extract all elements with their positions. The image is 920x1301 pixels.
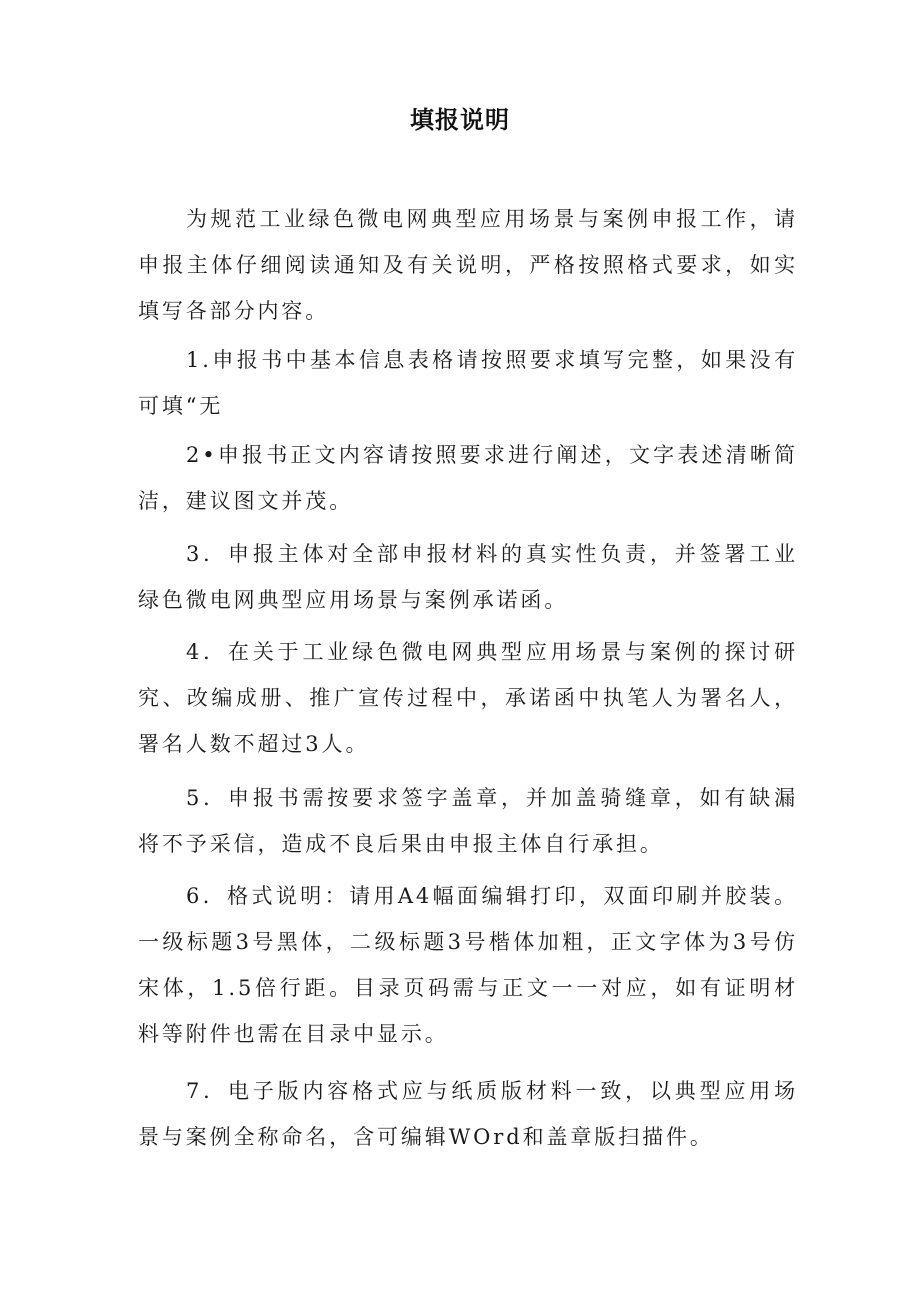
instruction-item-2: 2•申报书正文内容请按照要求进行阐述，文字表述清晰简洁，建议图文并茂。 xyxy=(138,443,798,513)
instruction-item-6: 6．格式说明：请用A4幅面编辑打印，双面印刷并胶装。一级标题3号黑体，二级标题3号楷体加粗，正文字体为3号仿宋体，1.5倍行距。目录页码需与正文一一对应，如有证明材料等附件也需在目录中显示。 xyxy=(138,884,798,1046)
intro-paragraph: 为规范工业绿色微电网典型应用场景与案例申报工作，请申报主体仔细阅读通知及有关说明，严格按照格式要求，如实填写各部分内容。 xyxy=(138,207,798,323)
instruction-item-4: 4．在关于工业绿色微电网典型应用场景与案例的探讨研究、改编成册、推广宣传过程中，承诺函中执笔人为署名人，署名人数不超过3人。 xyxy=(138,640,798,756)
page-title: 填报说明 xyxy=(410,106,510,134)
instruction-item-1: 1.申报书中基本信息表格请按照要求填写完整，如果没有可填“无 xyxy=(138,348,798,418)
instruction-item-5: 5．申报书需按要求签字盖章，并加盖骑缝章，如有缺漏将不予采信，造成不良后果由申报主体自行承担。 xyxy=(138,786,798,856)
instruction-item-7: 7．电子版内容格式应与纸质版材料一致，以典型应用场景与案例全称命名，含可编辑WOrd和盖章版扫描件。 xyxy=(138,1079,798,1149)
instruction-item-3: 3．申报主体对全部申报材料的真实性负责，并签署工业绿色微电网典型应用场景与案例承诺函。 xyxy=(138,542,798,612)
